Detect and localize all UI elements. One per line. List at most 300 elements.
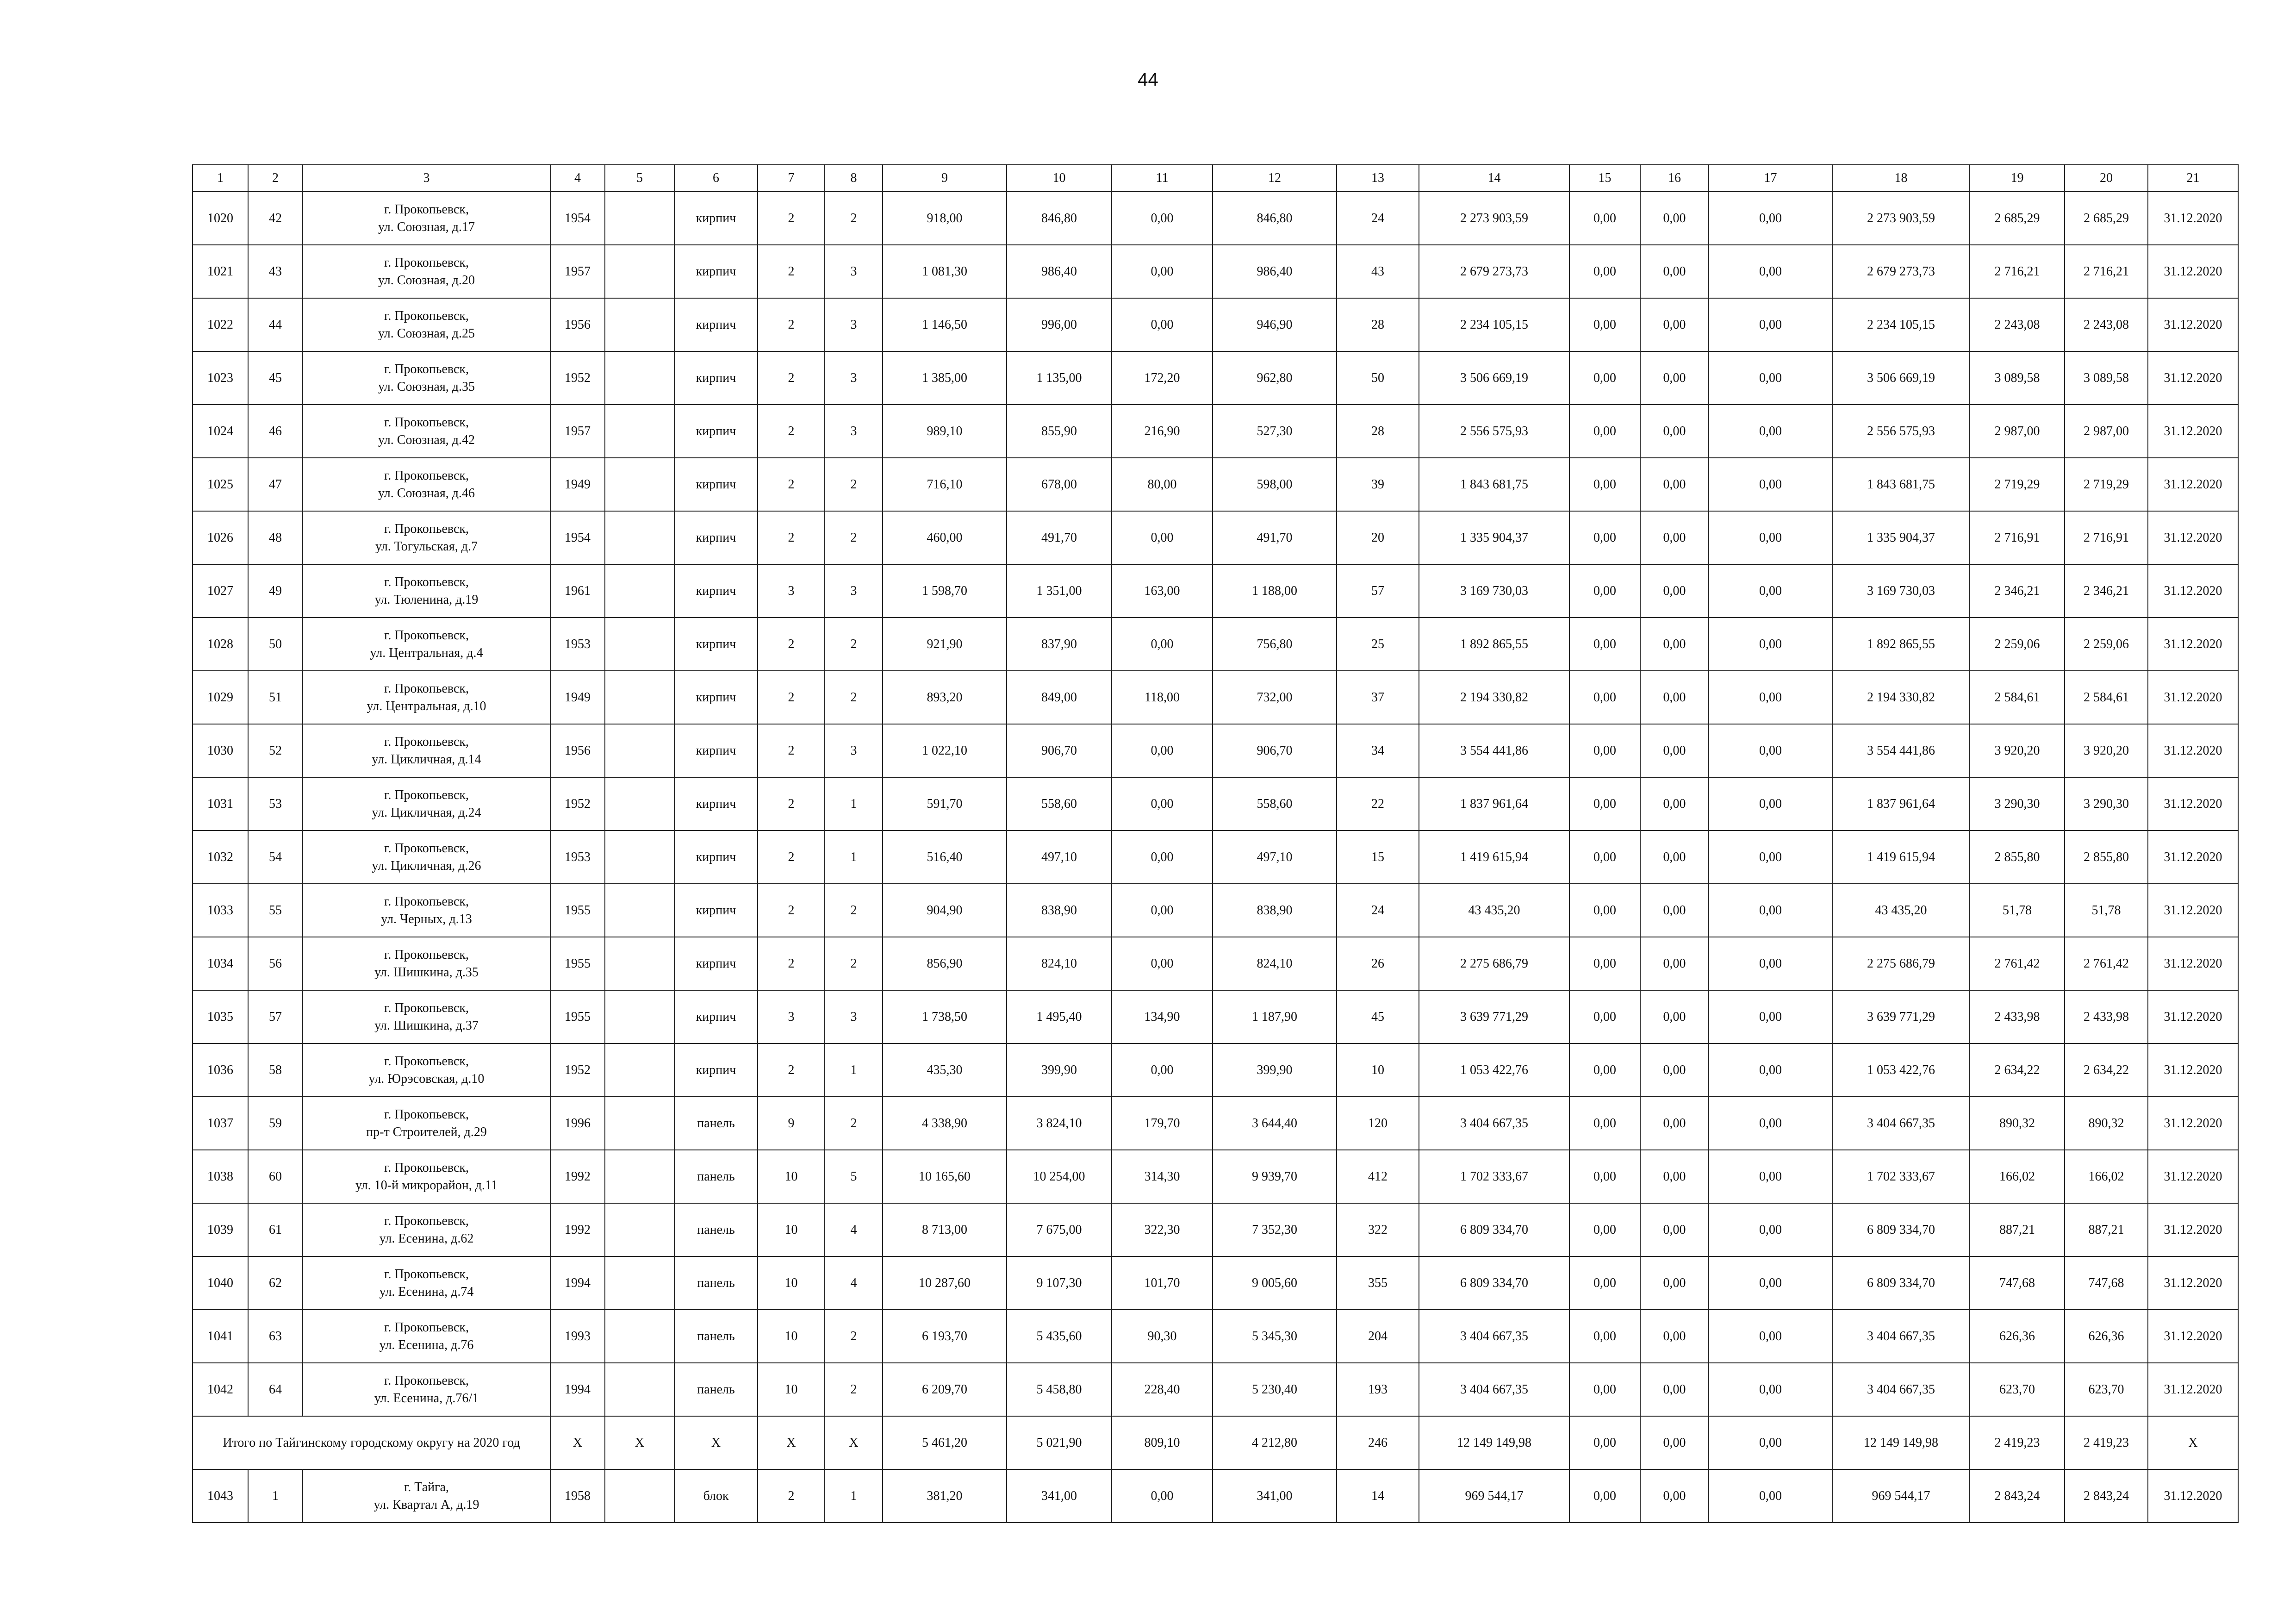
cell-col-12: 7 352,30 [1213,1203,1337,1256]
cell-col-18: 6 809 334,70 [1832,1256,1970,1310]
address-street: ул. Черных, д.13 [381,912,472,926]
cell-col-16: 0,00 [1640,724,1709,777]
cell-col-17: 0,00 [1709,884,1832,937]
cell-col-14: 3 404 667,35 [1419,1363,1569,1416]
cell-col-5 [605,458,674,511]
cell-col-11: 163,00 [1112,564,1213,618]
cell-col-12: 824,10 [1213,937,1337,990]
cell-col-21: 31.12.2020 [2148,192,2238,245]
cell-col-7: 2 [758,245,825,298]
address-street: пр-т Строителей, д.29 [366,1124,487,1139]
cell-col-19: 2 716,91 [1970,511,2065,564]
total-col-17: 0,00 [1709,1416,1832,1469]
cell-col-15: 0,00 [1569,192,1640,245]
cell-col-17: 0,00 [1709,351,1832,405]
cell-sequence-number: 47 [248,458,303,511]
cell-col-9: 716,10 [883,458,1007,511]
cell-col-8: 3 [825,298,883,351]
cell-sequence-number: 59 [248,1097,303,1150]
cell-record-number: 1028 [193,618,248,671]
cell-col-13: 24 [1337,884,1419,937]
cell-col-8: 2 [825,192,883,245]
column-header-17: 17 [1709,165,1832,192]
cell-col-16: 0,00 [1640,1203,1709,1256]
cell-col-9: 516,40 [883,831,1007,884]
cell-col-21: 31.12.2020 [2148,1469,2238,1523]
cell-col-17: 0,00 [1709,777,1832,831]
address-street: ул. Цикличная, д.24 [372,805,481,820]
cell-col-20: 166,02 [2065,1150,2148,1203]
cell-col-17: 0,00 [1709,405,1832,458]
cell-col-11: 0,00 [1112,884,1213,937]
cell-address [303,564,550,618]
cell-col-15: 0,00 [1569,1256,1640,1310]
cell-sequence-number: 46 [248,405,303,458]
cell-col-15: 0,00 [1569,1310,1640,1363]
cell-col-17: 0,00 [1709,511,1832,564]
cell-col-21: 31.12.2020 [2148,564,2238,618]
cell-col-8: 3 [825,405,883,458]
cell-col-10: 10 254,00 [1007,1150,1112,1203]
cell-col-14: 3 169 730,03 [1419,564,1569,618]
cell-col-12: 838,90 [1213,884,1337,937]
cell-col-5 [605,192,674,245]
cell-sequence-number: 44 [248,298,303,351]
cell-col-20: 3 920,20 [2065,724,2148,777]
cell-col-6: панель [674,1097,758,1150]
address-street: ул. Шишкина, д.35 [374,965,479,980]
cell-col-20: 623,70 [2065,1363,2148,1416]
cell-col-5 [605,564,674,618]
cell-col-17: 0,00 [1709,245,1832,298]
cell-record-number: 1042 [193,1363,248,1416]
cell-col-21: 31.12.2020 [2148,618,2238,671]
cell-col-8: 3 [825,564,883,618]
page-number: 44 [1138,69,1158,90]
cell-col-7: 2 [758,777,825,831]
address-city: г. Прокопьевск, [384,1320,469,1335]
cell-col-13: 39 [1337,458,1419,511]
cell-col-10: 497,10 [1007,831,1112,884]
cell-col-11: 0,00 [1112,298,1213,351]
cell-col-9: 6 193,70 [883,1310,1007,1363]
cell-col-6: кирпич [674,990,758,1043]
cell-col-15: 0,00 [1569,1043,1640,1097]
address-street: ул. Шишкина, д.37 [374,1018,479,1033]
cell-col-14: 1 843 681,75 [1419,458,1569,511]
cell-record-number: 1041 [193,1310,248,1363]
total-col-13: 246 [1337,1416,1419,1469]
cell-col-6: панель [674,1203,758,1256]
cell-col-18: 43 435,20 [1832,884,1970,937]
cell-col-18: 1 702 333,67 [1832,1150,1970,1203]
cell-col-18: 3 554 441,86 [1832,724,1970,777]
cell-col-7: 2 [758,192,825,245]
cell-col-17: 0,00 [1709,1150,1832,1203]
address-city: г. Прокопьевск, [384,628,469,643]
cell-sequence-number: 62 [248,1256,303,1310]
cell-col-16: 0,00 [1640,245,1709,298]
cell-sequence-number: 61 [248,1203,303,1256]
cell-sequence-number: 64 [248,1363,303,1416]
cell-col-10: 1 495,40 [1007,990,1112,1043]
address-street: ул. Есенина, д.76/1 [374,1391,479,1405]
address-city: г. Прокопьевск, [384,1107,469,1122]
cell-address [303,937,550,990]
cell-col-20: 747,68 [2065,1256,2148,1310]
cell-address [303,884,550,937]
cell-record-number: 1043 [193,1469,248,1523]
cell-col-21: 31.12.2020 [2148,1043,2238,1097]
cell-col-21: 31.12.2020 [2148,937,2238,990]
cell-col-11: 0,00 [1112,937,1213,990]
address-city: г. Прокопьевск, [384,1000,469,1015]
cell-col-14: 2 679 273,73 [1419,245,1569,298]
cell-col-7: 2 [758,937,825,990]
cell-col-19: 3 089,58 [1970,351,2065,405]
cell-col-18: 3 404 667,35 [1832,1363,1970,1416]
column-header-15: 15 [1569,165,1640,192]
cell-address [303,1469,550,1523]
table-row [193,298,2238,351]
cell-address [303,192,550,245]
cell-col-7: 2 [758,831,825,884]
address-city: г. Прокопьевск, [384,734,469,749]
housing-registry-table [192,164,2239,1523]
cell-col-16: 0,00 [1640,777,1709,831]
cell-col-21: 31.12.2020 [2148,831,2238,884]
cell-col-17: 0,00 [1709,618,1832,671]
address-city: г. Прокопьевск, [384,894,469,909]
cell-col-16: 0,00 [1640,937,1709,990]
cell-record-number: 1027 [193,564,248,618]
column-header-11: 11 [1112,165,1213,192]
cell-col-17: 0,00 [1709,671,1832,724]
cell-col-15: 0,00 [1569,405,1640,458]
cell-col-5 [605,511,674,564]
cell-col-13: 57 [1337,564,1419,618]
column-header-9: 9 [883,165,1007,192]
cell-col-20: 2 855,80 [2065,831,2148,884]
cell-col-19: 626,36 [1970,1310,2065,1363]
address-street: ул. Союзная, д.46 [378,486,475,500]
cell-col-19: 51,78 [1970,884,2065,937]
cell-col-18: 1 419 615,94 [1832,831,1970,884]
cell-col-8: 2 [825,671,883,724]
cell-col-14: 1 053 422,76 [1419,1043,1569,1097]
cell-col-16: 0,00 [1640,511,1709,564]
cell-col-8: 3 [825,724,883,777]
cell-col-12: 986,40 [1213,245,1337,298]
cell-sequence-number: 42 [248,192,303,245]
cell-record-number: 1020 [193,192,248,245]
cell-col-20: 2 243,08 [2065,298,2148,351]
cell-col-11: 179,70 [1112,1097,1213,1150]
address-city: г. Прокопьевск, [384,255,469,270]
cell-col-19: 2 855,80 [1970,831,2065,884]
cell-col-10: 341,00 [1007,1469,1112,1523]
column-header-16: 16 [1640,165,1709,192]
cell-col-10: 5 458,80 [1007,1363,1112,1416]
total-col-7: X [758,1416,825,1469]
cell-col-17: 0,00 [1709,724,1832,777]
cell-col-4: 1993 [550,1310,605,1363]
column-number-row [193,165,2238,192]
column-header-12: 12 [1213,165,1337,192]
address-street: ул. Квартал А, д.19 [373,1497,479,1512]
cell-record-number: 1024 [193,405,248,458]
address-city: г. Прокопьевск, [384,1373,469,1388]
cell-col-8: 1 [825,831,883,884]
cell-col-12: 1 188,00 [1213,564,1337,618]
cell-address [303,990,550,1043]
cell-col-9: 6 209,70 [883,1363,1007,1416]
cell-sequence-number: 48 [248,511,303,564]
column-header-21: 21 [2148,165,2238,192]
cell-col-14: 1 335 904,37 [1419,511,1569,564]
cell-col-9: 8 713,00 [883,1203,1007,1256]
cell-col-9: 1 738,50 [883,990,1007,1043]
total-col-19: 2 419,23 [1970,1416,2065,1469]
cell-col-17: 0,00 [1709,1097,1832,1150]
cell-col-15: 0,00 [1569,671,1640,724]
cell-col-9: 856,90 [883,937,1007,990]
cell-col-6: кирпич [674,511,758,564]
cell-col-8: 1 [825,1043,883,1097]
address-city: г. Прокопьевск, [384,1054,469,1068]
cell-sequence-number: 57 [248,990,303,1043]
cell-col-12: 497,10 [1213,831,1337,884]
cell-col-4: 1956 [550,298,605,351]
cell-col-6: кирпич [674,724,758,777]
cell-col-5 [605,831,674,884]
cell-col-5 [605,618,674,671]
table-row [193,192,2238,245]
cell-col-4: 1952 [550,351,605,405]
cell-col-7: 3 [758,564,825,618]
cell-col-10: 1 351,00 [1007,564,1112,618]
cell-col-11: 0,00 [1112,1043,1213,1097]
cell-col-7: 2 [758,351,825,405]
total-label: Итого по Тайгинскому городскому округу на 2020 год [193,1416,550,1469]
cell-col-11: 80,00 [1112,458,1213,511]
cell-col-5 [605,1097,674,1150]
cell-col-4: 1961 [550,564,605,618]
cell-col-6: кирпич [674,351,758,405]
cell-record-number: 1037 [193,1097,248,1150]
cell-col-14: 2 234 105,15 [1419,298,1569,351]
cell-col-13: 120 [1337,1097,1419,1150]
cell-col-21: 31.12.2020 [2148,298,2238,351]
cell-record-number: 1021 [193,245,248,298]
cell-col-13: 34 [1337,724,1419,777]
cell-col-17: 0,00 [1709,298,1832,351]
cell-col-15: 0,00 [1569,1150,1640,1203]
cell-address [303,671,550,724]
cell-col-6: кирпич [674,405,758,458]
cell-address [303,1097,550,1150]
cell-record-number: 1034 [193,937,248,990]
address-city: г. Прокопьевск, [384,468,469,483]
cell-col-19: 2 987,00 [1970,405,2065,458]
table-row [193,1097,2238,1150]
cell-col-11: 0,00 [1112,724,1213,777]
cell-col-21: 31.12.2020 [2148,351,2238,405]
address-street: ул. Центральная, д.10 [367,699,486,713]
cell-col-10: 7 675,00 [1007,1203,1112,1256]
address-street: ул. Юрэсовская, д.10 [368,1071,485,1086]
cell-col-4: 1994 [550,1363,605,1416]
cell-col-5 [605,1256,674,1310]
cell-col-21: 31.12.2020 [2148,1256,2238,1310]
column-header-18: 18 [1832,165,1970,192]
cell-record-number: 1031 [193,777,248,831]
cell-col-21: 31.12.2020 [2148,1310,2238,1363]
cell-col-16: 0,00 [1640,884,1709,937]
cell-col-16: 0,00 [1640,564,1709,618]
cell-col-21: 31.12.2020 [2148,1097,2238,1150]
cell-col-7: 3 [758,990,825,1043]
total-col-15: 0,00 [1569,1416,1640,1469]
cell-col-6: кирпич [674,671,758,724]
cell-col-13: 43 [1337,245,1419,298]
cell-col-13: 10 [1337,1043,1419,1097]
cell-col-5 [605,937,674,990]
cell-col-13: 26 [1337,937,1419,990]
cell-col-8: 2 [825,1310,883,1363]
cell-col-11: 172,20 [1112,351,1213,405]
cell-col-16: 0,00 [1640,1150,1709,1203]
cell-address [303,1043,550,1097]
cell-col-20: 51,78 [2065,884,2148,937]
address-city: г. Прокопьевск, [384,681,469,696]
cell-address [303,298,550,351]
cell-col-19: 2 719,29 [1970,458,2065,511]
cell-col-4: 1953 [550,618,605,671]
total-col-11: 809,10 [1112,1416,1213,1469]
cell-col-11: 314,30 [1112,1150,1213,1203]
cell-col-14: 1 892 865,55 [1419,618,1569,671]
cell-col-20: 2 716,91 [2065,511,2148,564]
cell-col-11: 228,40 [1112,1363,1213,1416]
cell-col-19: 2 259,06 [1970,618,2065,671]
cell-col-9: 381,20 [883,1469,1007,1523]
cell-record-number: 1038 [193,1150,248,1203]
cell-col-10: 996,00 [1007,298,1112,351]
cell-record-number: 1029 [193,671,248,724]
table-row [193,937,2238,990]
cell-col-13: 322 [1337,1203,1419,1256]
cell-sequence-number: 1 [248,1469,303,1523]
cell-col-4: 1992 [550,1150,605,1203]
cell-col-7: 9 [758,1097,825,1150]
column-header-1: 1 [193,165,248,192]
column-header-3: 3 [303,165,550,192]
address-street: ул. Есенина, д.74 [379,1284,474,1299]
cell-col-9: 918,00 [883,192,1007,245]
cell-col-7: 2 [758,884,825,937]
cell-col-20: 2 843,24 [2065,1469,2148,1523]
table-row [193,245,2238,298]
cell-sequence-number: 56 [248,937,303,990]
cell-record-number: 1040 [193,1256,248,1310]
cell-col-14: 1 419 615,94 [1419,831,1569,884]
cell-col-6: панель [674,1150,758,1203]
cell-col-4: 1955 [550,884,605,937]
cell-col-14: 2 194 330,82 [1419,671,1569,724]
cell-col-5 [605,990,674,1043]
cell-record-number: 1030 [193,724,248,777]
total-col-14: 12 149 149,98 [1419,1416,1569,1469]
cell-sequence-number: 45 [248,351,303,405]
address-street: ул. Центральная, д.4 [370,645,483,660]
cell-col-13: 28 [1337,405,1419,458]
cell-col-17: 0,00 [1709,1469,1832,1523]
cell-col-10: 986,40 [1007,245,1112,298]
cell-col-15: 0,00 [1569,937,1640,990]
cell-col-13: 20 [1337,511,1419,564]
cell-col-8: 2 [825,458,883,511]
cell-col-10: 678,00 [1007,458,1112,511]
cell-col-7: 10 [758,1150,825,1203]
cell-col-13: 50 [1337,351,1419,405]
cell-record-number: 1036 [193,1043,248,1097]
cell-col-16: 0,00 [1640,405,1709,458]
cell-col-15: 0,00 [1569,351,1640,405]
cell-col-7: 2 [758,671,825,724]
cell-col-13: 24 [1337,192,1419,245]
cell-col-8: 2 [825,1097,883,1150]
cell-col-19: 3 920,20 [1970,724,2065,777]
cell-col-19: 2 685,29 [1970,192,2065,245]
cell-record-number: 1032 [193,831,248,884]
cell-col-13: 15 [1337,831,1419,884]
cell-sequence-number: 60 [248,1150,303,1203]
cell-col-7: 2 [758,1469,825,1523]
cell-col-20: 3 290,30 [2065,777,2148,831]
cell-col-17: 0,00 [1709,458,1832,511]
total-col-12: 4 212,80 [1213,1416,1337,1469]
address-street: ул. Союзная, д.20 [378,273,475,287]
cell-col-20: 2 584,61 [2065,671,2148,724]
cell-address [303,511,550,564]
cell-sequence-number: 43 [248,245,303,298]
cell-col-15: 0,00 [1569,1363,1640,1416]
cell-sequence-number: 52 [248,724,303,777]
cell-col-17: 0,00 [1709,192,1832,245]
cell-col-8: 2 [825,1363,883,1416]
cell-col-7: 2 [758,724,825,777]
cell-col-5 [605,671,674,724]
cell-col-10: 846,80 [1007,192,1112,245]
cell-col-6: кирпич [674,245,758,298]
cell-col-13: 37 [1337,671,1419,724]
cell-col-12: 341,00 [1213,1469,1337,1523]
cell-sequence-number: 53 [248,777,303,831]
cell-col-4: 1953 [550,831,605,884]
cell-col-8: 3 [825,351,883,405]
cell-col-16: 0,00 [1640,351,1709,405]
cell-col-17: 0,00 [1709,1043,1832,1097]
address-city: г. Прокопьевск, [384,1213,469,1228]
total-col-9: 5 461,20 [883,1416,1007,1469]
cell-col-21: 31.12.2020 [2148,1150,2238,1203]
cell-col-15: 0,00 [1569,1203,1640,1256]
cell-col-14: 2 556 575,93 [1419,405,1569,458]
cell-col-15: 0,00 [1569,1469,1640,1523]
table-row [193,564,2238,618]
cell-col-18: 1 837 961,64 [1832,777,1970,831]
